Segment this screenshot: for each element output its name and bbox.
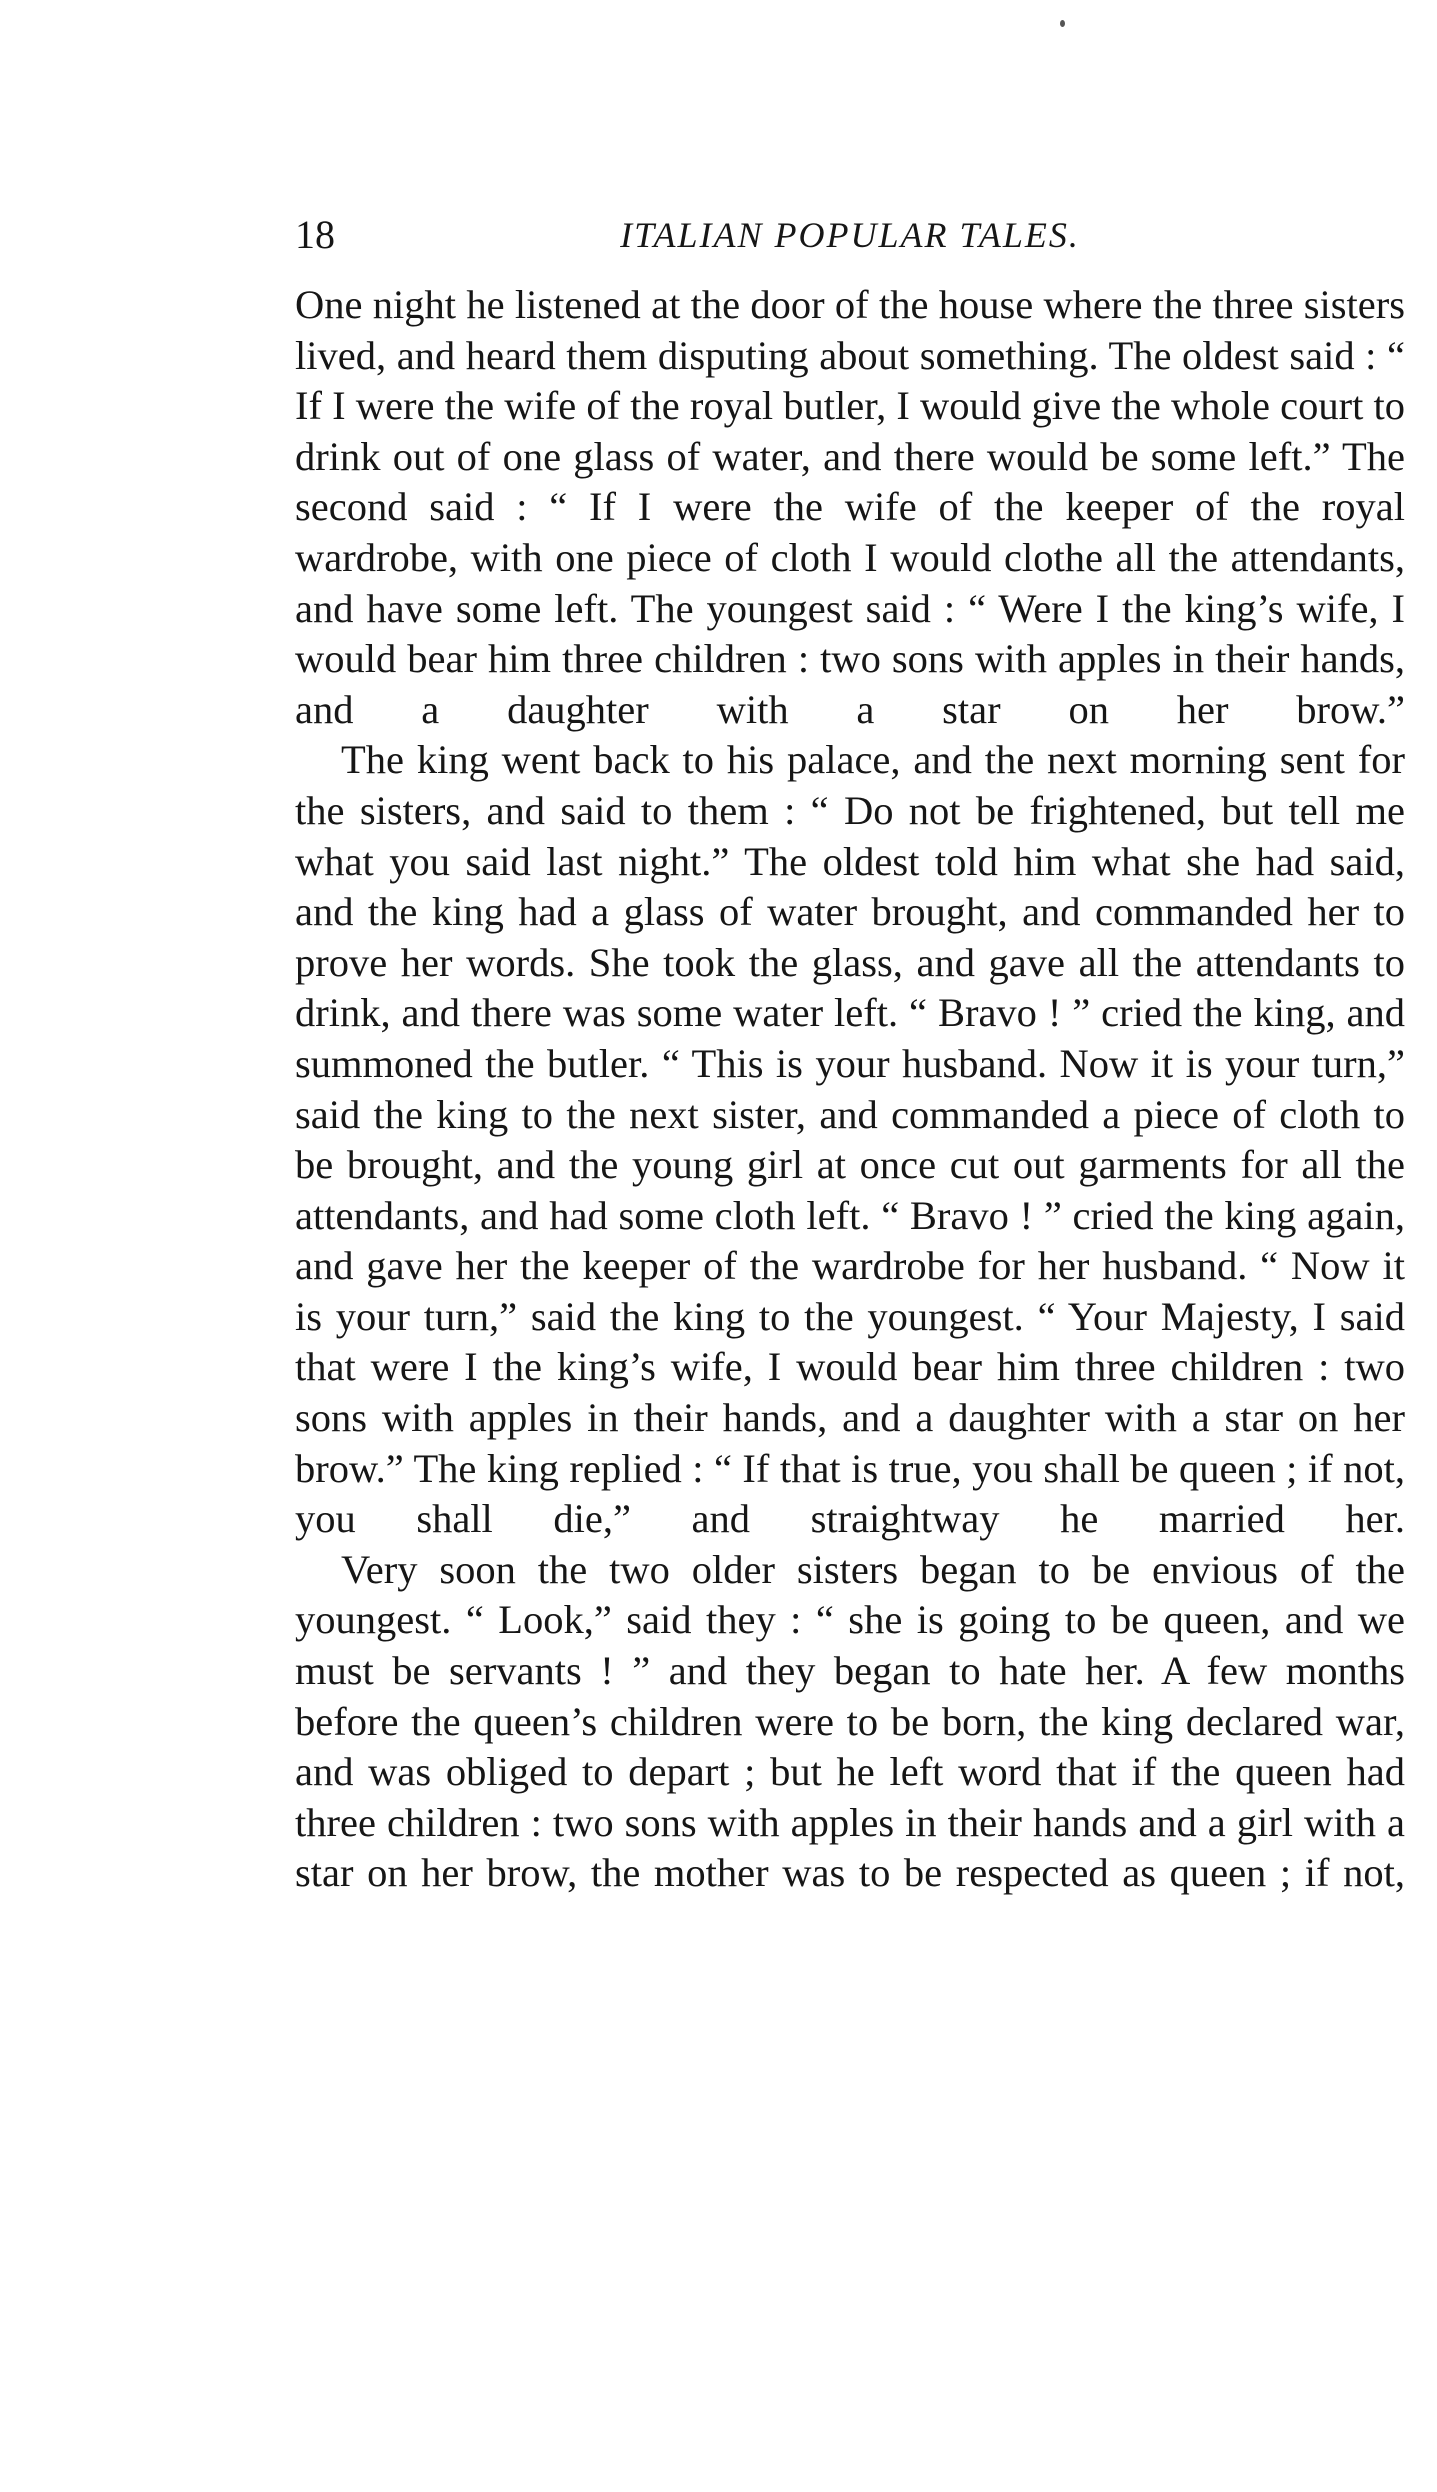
running-title: ITALIAN POPULAR TALES. xyxy=(620,215,1080,255)
print-speck xyxy=(1060,20,1065,27)
paragraph: One night he listened at the door of the house where the three sisters lived, and heard them disputing about something. The oldest said : “ If I were the wife of the royal butler, I would give the whole court to drink out of one glass of water, and there would be some left.” The second said : “ If I were the wife of the keeper of the royal wardrobe, with one piece of cloth I would clothe all the attendants, and have some left. The youngest said : “ Were I the king’s wife, I would bear him three children : two sons with apples in their hands, and a daughter with a star on her brow.” xyxy=(295,282,1405,732)
page-header xyxy=(295,210,1405,260)
paragraph: Very soon the two older sisters began to be envious of the youngest. “ Look,” said they : “ she is going to be queen, and we must be servants ! ” and they began to hate her. A few months before the queen’s children were to be born, the king declared war, and was obliged to depart ; but he left word that if the queen had three children : two sons with apples in their hands and a girl with a star on her brow, the mother was to be respected as queen ; if not, xyxy=(295,1546,1405,1896)
page-number: 18 xyxy=(295,212,335,257)
paragraph: The king went back to his palace, and the next morning sent for the sisters, and said to them : “ Do not be frightened, but tell me what you said last night.” The oldest told him what she had said, and the king had a glass of water brought, and commanded her to prove her words. She took the glass, and gave all the attendants to drink, and there was some water left. “ Bravo ! ” cried the king, and summoned the butler. “ This is your husband. Now it is your turn,” said the king to the next sister, and commanded a piece of cloth to be brought, and the young girl at once cut out garments for all the attendants, and had some cloth left. “ Bravo ! ” cried the king again, and gave her the keeper of the wardrobe for her husband. “ Now it is your turn,” said the king to the youngest. “ Your Majesty, I said that were I the king’s wife, I would bear him three children : two sons with apples in their hands, and a daughter with a star on her brow.” The king replied : “ If that is true, you shall be queen ; if not, you shall die,” and straightway he married her. xyxy=(295,737,1405,1542)
body-text xyxy=(295,280,1405,1899)
